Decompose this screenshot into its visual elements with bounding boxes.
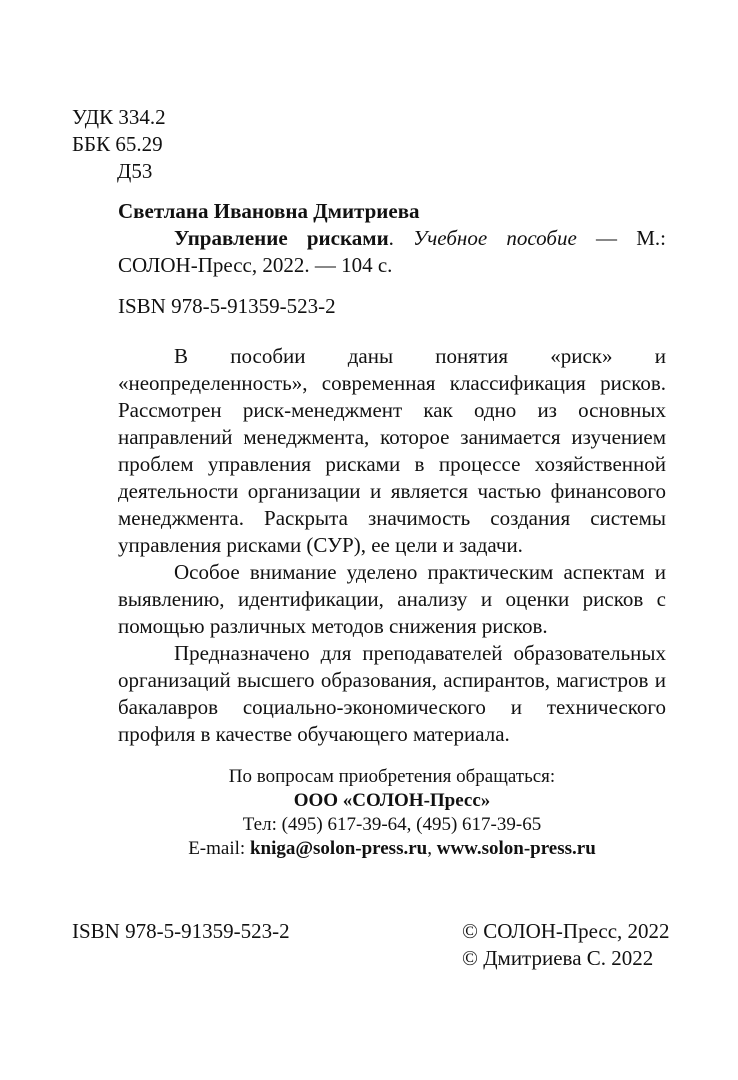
udk-code: УДК 334.2 <box>72 105 166 129</box>
author-name: Светлана Ивановна Дмитриева <box>118 199 420 223</box>
bibliographic-record <box>118 198 666 279</box>
copyright-author: © Дмитриева С. 2022 <box>462 946 654 970</box>
contacts-intro: По вопросам приобретения обращаться: <box>228 766 556 787</box>
annotation-paragraph: Особое внимание уделено практическим аспектам и выявлению, идентификации, анализу и оценки рисков с помощью различных методов снижения рисков. <box>118 560 666 638</box>
publisher-line: СОЛОН-Пресс, 2022. — 104 с. <box>118 253 393 277</box>
copyright-publisher: © СОЛОН-Пресс, 2022 <box>462 919 670 943</box>
email-link[interactable]: kniga@solon-press.ru <box>249 838 428 859</box>
title-line <box>118 225 666 252</box>
phone-numbers: Тел: (495) 617-39-64, (495) 617-39-65 <box>242 814 542 835</box>
annotation-paragraph: В пособии даны понятия «риск» и «неопределенность», современная классификация рисков. Рассмотрен риск-менеджмент как одно из основных направлений менеджмента, которое занимается изучением проблем управления рисками в процессе хозяйственной деятельности организации и является частью финансового менеджмента. Раскрыта значимость создания системы управления рисками (СУР), ее цели и задачи. <box>118 344 666 557</box>
annotation-paragraph: Предназначено для преподавателей образовательных организаций высшего образования, аспирантов, магистров и бакалавров социально-экономического и технического профиля в качестве обучающего материала. <box>118 641 666 746</box>
contact-separator: , <box>427 838 437 859</box>
company-name: ООО «СОЛОН-Пресс» <box>293 790 491 811</box>
isbn-top: ISBN 978-5-91359-523-2 <box>118 294 336 318</box>
email-label: E-mail: <box>188 838 250 859</box>
publication-place: — М.: <box>576 226 666 250</box>
book-type: Учебное пособие <box>413 226 577 250</box>
annotation <box>118 343 666 748</box>
author-mark: Д53 <box>117 159 153 183</box>
email-line <box>118 837 666 861</box>
isbn-footer: ISBN 978-5-91359-523-2 <box>72 919 290 943</box>
bbk-code: ББК 65.29 <box>72 132 163 156</box>
title-suffix: . <box>388 226 414 250</box>
library-codes <box>72 104 166 185</box>
purchase-contacts <box>118 765 666 861</box>
book-title: Управление рисками <box>174 226 389 250</box>
website-link[interactable]: www.solon-press.ru <box>436 838 596 859</box>
copyright-block <box>462 918 670 972</box>
